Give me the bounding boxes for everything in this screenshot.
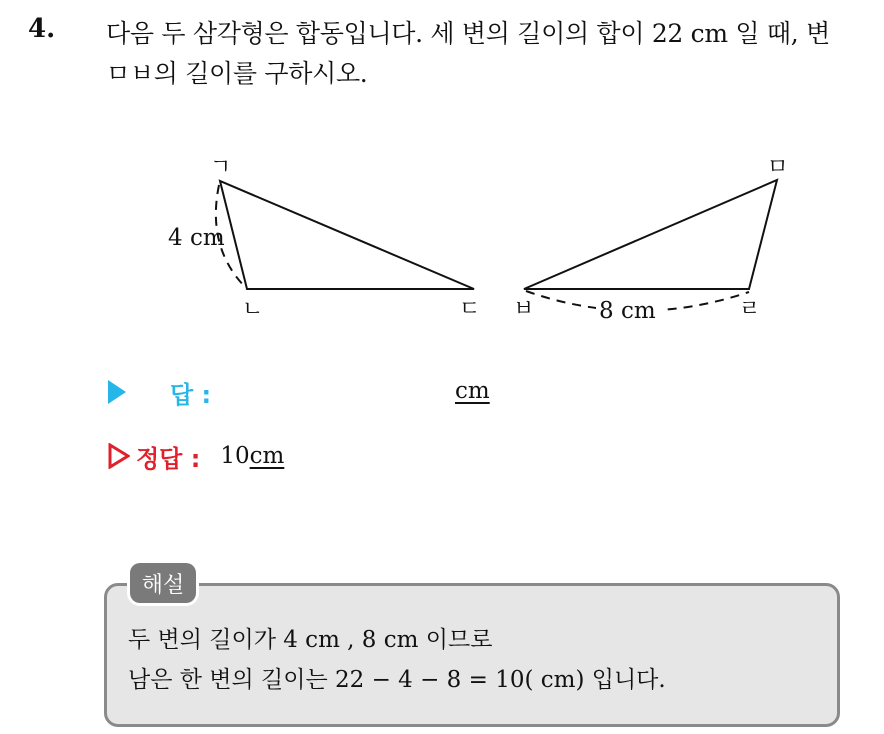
correct-answer-label: 정답 : bbox=[136, 444, 201, 473]
question-text-line2: ㅁㅂ의 길이를 구하시오. bbox=[106, 59, 368, 88]
answer-unit: cm bbox=[455, 378, 490, 404]
measure-right-label: 8 cm bbox=[599, 298, 656, 324]
triangle-left bbox=[220, 181, 474, 289]
congruent-triangles-figure bbox=[0, 0, 884, 360]
question-number: 4. bbox=[28, 14, 56, 44]
play-filled-icon bbox=[108, 380, 126, 404]
play-outline-icon bbox=[108, 443, 130, 469]
vertex-label-n: ㄴ bbox=[242, 297, 264, 322]
question-text-line1: 다음 두 삼각형은 합동입니다. 세 변의 길이의 합이 22 cm 일 때, 변 bbox=[106, 19, 830, 48]
triangle-right bbox=[524, 180, 777, 289]
explanation-line1: 두 변의 길이가 4 cm , 8 cm 이므로 bbox=[128, 627, 493, 653]
answer-row bbox=[108, 372, 211, 412]
explanation-tab: 해설 bbox=[130, 563, 196, 603]
explanation-text bbox=[128, 620, 828, 700]
vertex-label-r: ㄹ bbox=[739, 297, 761, 322]
correct-answer-unit: cm bbox=[249, 443, 285, 469]
explanation-line2: 남은 한 변의 길이는 22 − 4 − 8 = 10( cm) 입니다. bbox=[128, 667, 666, 693]
correct-answer-number: 10 bbox=[220, 443, 250, 469]
correct-answer-row bbox=[108, 436, 284, 476]
correct-answer-value bbox=[220, 443, 284, 469]
vertex-label-d: ㄷ bbox=[459, 297, 481, 322]
vertex-label-g: ㄱ bbox=[210, 155, 232, 180]
vertex-label-m: ㅁ bbox=[767, 155, 789, 180]
vertex-label-b: ㅂ bbox=[513, 297, 535, 322]
answer-label: 답 : bbox=[170, 380, 212, 409]
measure-left-label: 4 cm bbox=[168, 225, 225, 251]
